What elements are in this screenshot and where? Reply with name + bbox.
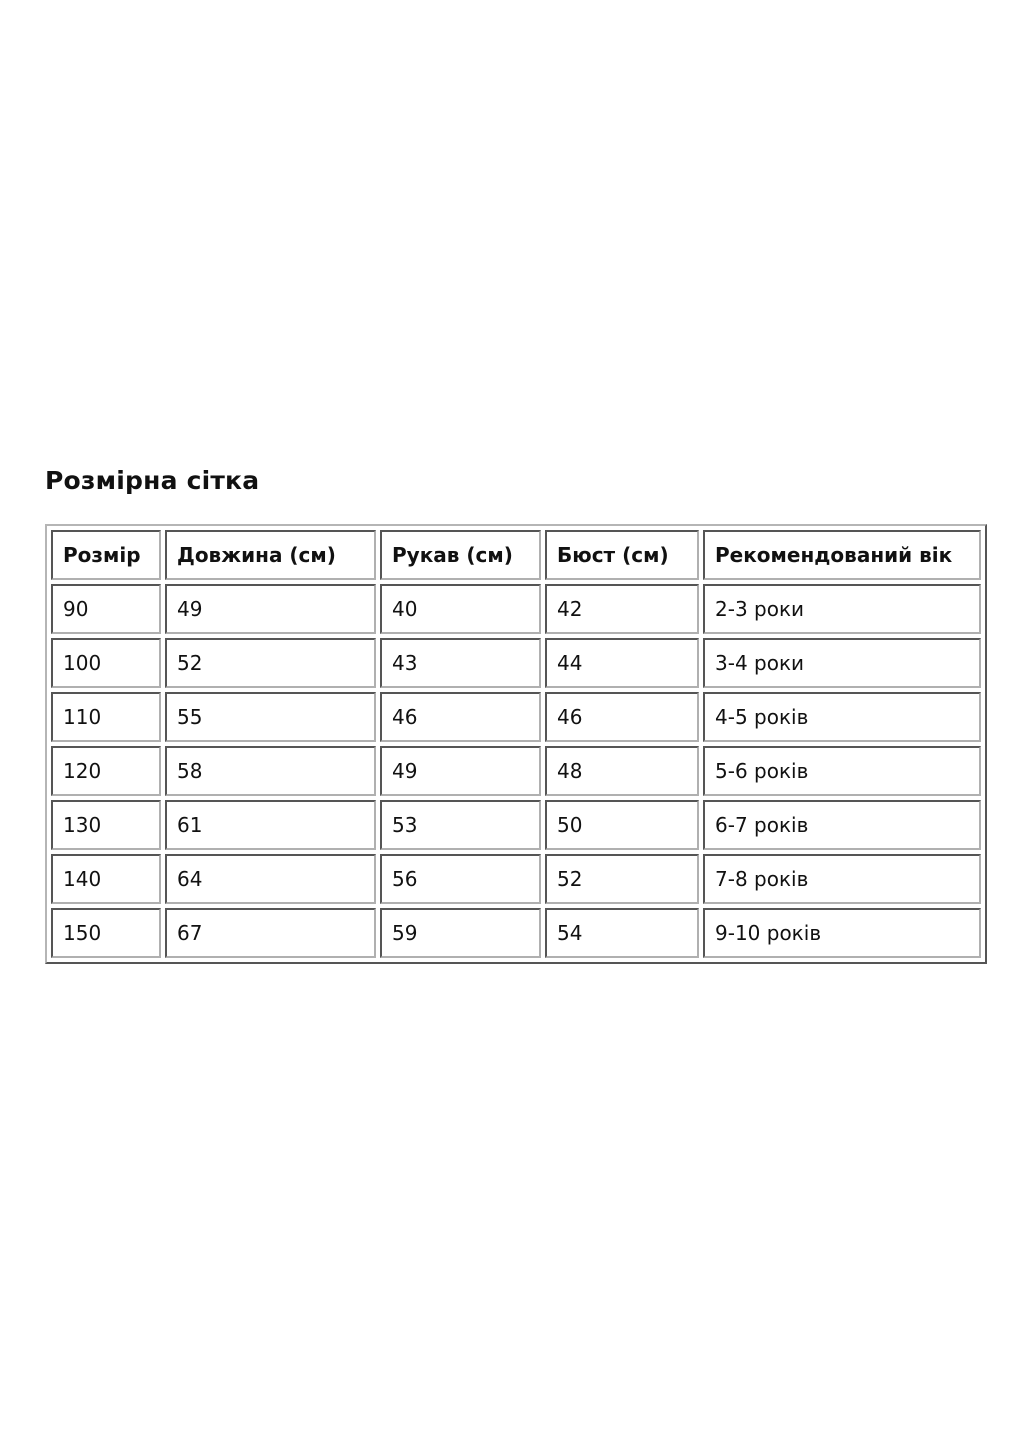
cell-length: 52 bbox=[165, 638, 376, 688]
cell-size: 110 bbox=[51, 692, 161, 742]
cell-size: 150 bbox=[51, 908, 161, 958]
cell-bust: 44 bbox=[545, 638, 699, 688]
cell-sleeve: 49 bbox=[380, 746, 541, 796]
cell-age: 7-8 років bbox=[703, 854, 981, 904]
cell-sleeve: 56 bbox=[380, 854, 541, 904]
cell-length: 64 bbox=[165, 854, 376, 904]
cell-size: 100 bbox=[51, 638, 161, 688]
size-chart-table bbox=[45, 524, 987, 964]
cell-bust: 42 bbox=[545, 584, 699, 634]
cell-length: 55 bbox=[165, 692, 376, 742]
table-row bbox=[51, 854, 981, 904]
cell-length: 49 bbox=[165, 584, 376, 634]
cell-sleeve: 40 bbox=[380, 584, 541, 634]
cell-sleeve: 59 bbox=[380, 908, 541, 958]
table-row bbox=[51, 692, 981, 742]
cell-bust: 50 bbox=[545, 800, 699, 850]
table-header-row bbox=[51, 530, 981, 580]
header-length: Довжина (см) bbox=[165, 530, 376, 580]
cell-bust: 48 bbox=[545, 746, 699, 796]
cell-bust: 52 bbox=[545, 854, 699, 904]
header-size: Розмір bbox=[51, 530, 161, 580]
cell-sleeve: 53 bbox=[380, 800, 541, 850]
table-row bbox=[51, 800, 981, 850]
cell-size: 90 bbox=[51, 584, 161, 634]
page-title: Розмірна сітка bbox=[45, 466, 260, 495]
table-row bbox=[51, 908, 981, 958]
cell-size: 130 bbox=[51, 800, 161, 850]
cell-length: 67 bbox=[165, 908, 376, 958]
header-bust: Бюст (см) bbox=[545, 530, 699, 580]
cell-bust: 46 bbox=[545, 692, 699, 742]
cell-size: 140 bbox=[51, 854, 161, 904]
cell-bust: 54 bbox=[545, 908, 699, 958]
header-sleeve: Рукав (см) bbox=[380, 530, 541, 580]
cell-sleeve: 43 bbox=[380, 638, 541, 688]
cell-age: 5-6 років bbox=[703, 746, 981, 796]
cell-sleeve: 46 bbox=[380, 692, 541, 742]
header-recommended-age: Рекомендований вік bbox=[703, 530, 981, 580]
table-row bbox=[51, 584, 981, 634]
cell-length: 61 bbox=[165, 800, 376, 850]
cell-age: 4-5 років bbox=[703, 692, 981, 742]
cell-size: 120 bbox=[51, 746, 161, 796]
cell-age: 3-4 роки bbox=[703, 638, 981, 688]
cell-age: 6-7 років bbox=[703, 800, 981, 850]
cell-length: 58 bbox=[165, 746, 376, 796]
table-row bbox=[51, 746, 981, 796]
cell-age: 9-10 років bbox=[703, 908, 981, 958]
table-row bbox=[51, 638, 981, 688]
cell-age: 2-3 роки bbox=[703, 584, 981, 634]
